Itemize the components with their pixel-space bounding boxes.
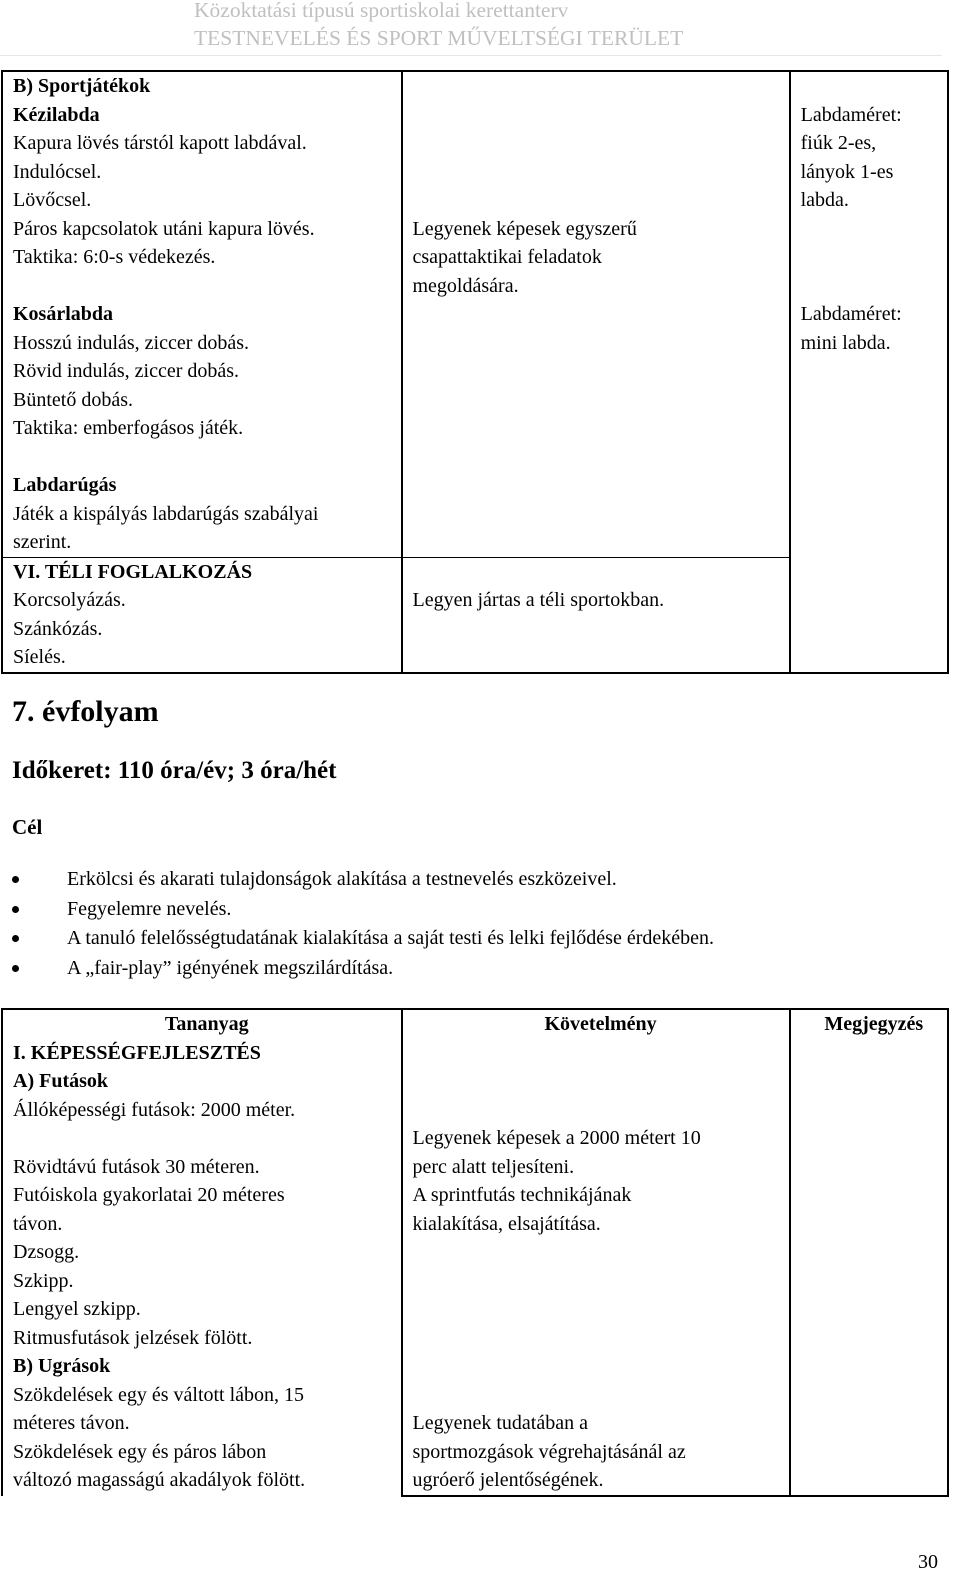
goal-heading: Cél [12, 815, 43, 839]
cell-heading: Kézilabda [13, 103, 100, 126]
cell-line: Labdaméret: [800, 303, 902, 325]
cell-line: Legyen jártas a téli sportokban. [412, 589, 665, 611]
cell-line [13, 443, 401, 472]
cell-line: ugróerő jelentőségének. [412, 1469, 604, 1491]
cell-heading: Kosárlabda [13, 303, 114, 325]
tananyag-cell [2, 71, 402, 557]
cell-line [801, 72, 947, 101]
cell-line [413, 158, 789, 187]
curriculum-table [1, 1008, 949, 1497]
kovetelmeny-lines [413, 1124, 789, 1238]
cell-line [13, 1124, 401, 1153]
bullet-icon [12, 906, 19, 913]
cell-heading: VI. TÉLI FOGLALKOZÁS [13, 560, 253, 583]
cell-line: Lövőcsel. [13, 189, 92, 211]
subsection-title: A) Futások [13, 1070, 109, 1092]
header-kovetelmeny: Követelmény [402, 1009, 790, 1039]
cell-line [413, 558, 789, 587]
kovetelmeny-lines [413, 1409, 789, 1495]
cell-line: megoldására. [412, 274, 519, 297]
kovetelmeny-cell [402, 71, 790, 557]
megjegyzes-cell [790, 1039, 948, 1496]
cell-line: Dzsogg. [13, 1241, 80, 1263]
cell-line: Büntető dobás. [13, 388, 133, 411]
kovetelmeny-cell [402, 557, 790, 673]
cell-line: Rövid indulás, ziccer dobás. [13, 360, 240, 382]
cell-line [801, 272, 947, 301]
tananyag-lines [13, 72, 401, 557]
cell-line: távon. [13, 1212, 63, 1235]
cell-line: labda. [800, 189, 849, 211]
page-number: 30 [918, 1551, 938, 1573]
cell-line: Rövidtávú futások 30 méteren. [13, 1155, 260, 1178]
cell-heading: Labdarúgás [13, 474, 117, 496]
cell-line [801, 243, 947, 272]
cell-line: Szökdelések egy és páros lábon [13, 1440, 267, 1463]
cell-line [413, 129, 789, 158]
cell-line: Labdaméret: [800, 103, 902, 126]
megjegyzes-lines [801, 72, 947, 357]
list-item: A tanuló felelősségtudatának kialakítása a saját testi és lelki fejlődése érdekében. [0, 924, 714, 954]
cell-line: Páros kapcsolatok utáni kapura lövés. [13, 217, 315, 240]
cell-line: Hosszú indulás, ziccer dobás. [13, 331, 250, 354]
bullet-icon [12, 965, 19, 972]
table-header-row [2, 1009, 948, 1039]
kovetelmeny-lines [413, 72, 789, 300]
cell-line: Legyenek képesek a 2000 métert 10 [412, 1127, 701, 1149]
cell-line [413, 186, 789, 215]
list-item: Fegyelemre nevelés. [0, 895, 714, 925]
cell-line: Indulócsel. [13, 160, 102, 183]
cell-line: Állóképességi futások: 2000 méter. [13, 1098, 296, 1121]
cell-line: szerint. [13, 531, 72, 553]
cell-line: Lengyel szkipp. [13, 1298, 141, 1320]
header-megjegyzes: Megjegyzés [790, 1009, 948, 1039]
cell-line: lányok 1-es [800, 160, 894, 183]
list-item: Erkölcsi és akarati tulajdonságok alakítása a testnevelés eszközeivel. [0, 865, 714, 895]
bullet-icon [12, 935, 19, 942]
cell-line: Játék a kispályás labdarúgás szabályai [13, 502, 319, 525]
cell-line: Taktika: 6:0-s védekezés. [13, 246, 216, 268]
tananyag-lines [13, 558, 401, 672]
goal-list [0, 865, 714, 983]
list-item: A „fair-play” igényének megszilárdítása. [0, 954, 714, 984]
cell-line: fiúk 2-es, [800, 132, 877, 154]
cell-line: Korcsolyázás. [13, 589, 126, 611]
cell-line: Szkipp. [13, 1269, 74, 1292]
cell-line: Legyenek képesek egyszerű [412, 217, 637, 240]
cell-line: Síelés. [13, 646, 66, 668]
time-frame-heading: Időkeret: 110 óra/év; 3 óra/hét [12, 757, 337, 784]
cell-line [413, 72, 789, 101]
subsection-title: B) Ugrások [13, 1355, 111, 1377]
header-divider [0, 55, 942, 56]
cell-line: Kapura lövés társtól kapott labdával. [13, 132, 307, 154]
cell-line: Ritmusfutások jelzések fölött. [13, 1326, 253, 1349]
cell-line: A sprintfutás technikájának [412, 1184, 632, 1206]
running-header-line-2: TESTNEVELÉS ÉS SPORT MŰVELTSÉGI TERÜLET [194, 26, 684, 50]
cell-line: változó magasságú akadályok fölött. [13, 1469, 306, 1491]
kovetelmeny-lines [413, 558, 789, 615]
kovetelmeny-cell [402, 1039, 790, 1496]
cell-heading: B) Sportjátékok [13, 75, 151, 97]
cell-line [413, 101, 789, 130]
bullet-icon [12, 876, 19, 883]
header-tananyag: Tananyag [2, 1009, 402, 1039]
cell-line [13, 272, 401, 301]
cell-line: csapattaktikai feladatok [412, 246, 602, 268]
megjegyzes-cell [790, 71, 948, 673]
grade-heading: 7. évfolyam [12, 695, 159, 728]
cell-line: Taktika: emberfogásos játék. [13, 417, 244, 439]
cell-line: kialakítása, elsajátítása. [412, 1212, 601, 1235]
cell-line: mini labda. [800, 331, 891, 354]
cell-line: Szánkózás. [13, 617, 103, 640]
cell-line: méteres távon. [13, 1412, 130, 1434]
cell-line: Legyenek tudatában a [412, 1412, 588, 1434]
tananyag-cell [2, 557, 402, 673]
cell-line [801, 215, 947, 244]
section-title: I. KÉPESSÉGFEJLESZTÉS [13, 1041, 261, 1064]
tananyag-lines [13, 1381, 401, 1495]
running-header-line-1: Közoktatási típusú sportiskolai kerettanterv [194, 0, 569, 22]
cell-line: Szökdelések egy és váltott lábon, 15 [13, 1383, 305, 1406]
cell-line: Futóiskola gyakorlatai 20 méteres [13, 1184, 285, 1206]
table-row [2, 1039, 948, 1496]
curriculum-table-continued [1, 70, 949, 674]
cell-line: perc alatt teljesíteni. [412, 1155, 575, 1178]
tananyag-lines [13, 1096, 401, 1353]
table-row [2, 71, 948, 557]
running-header [194, 0, 754, 52]
tananyag-cell [2, 1039, 402, 1496]
cell-line: sportmozgások végrehajtásánál az [412, 1440, 686, 1463]
